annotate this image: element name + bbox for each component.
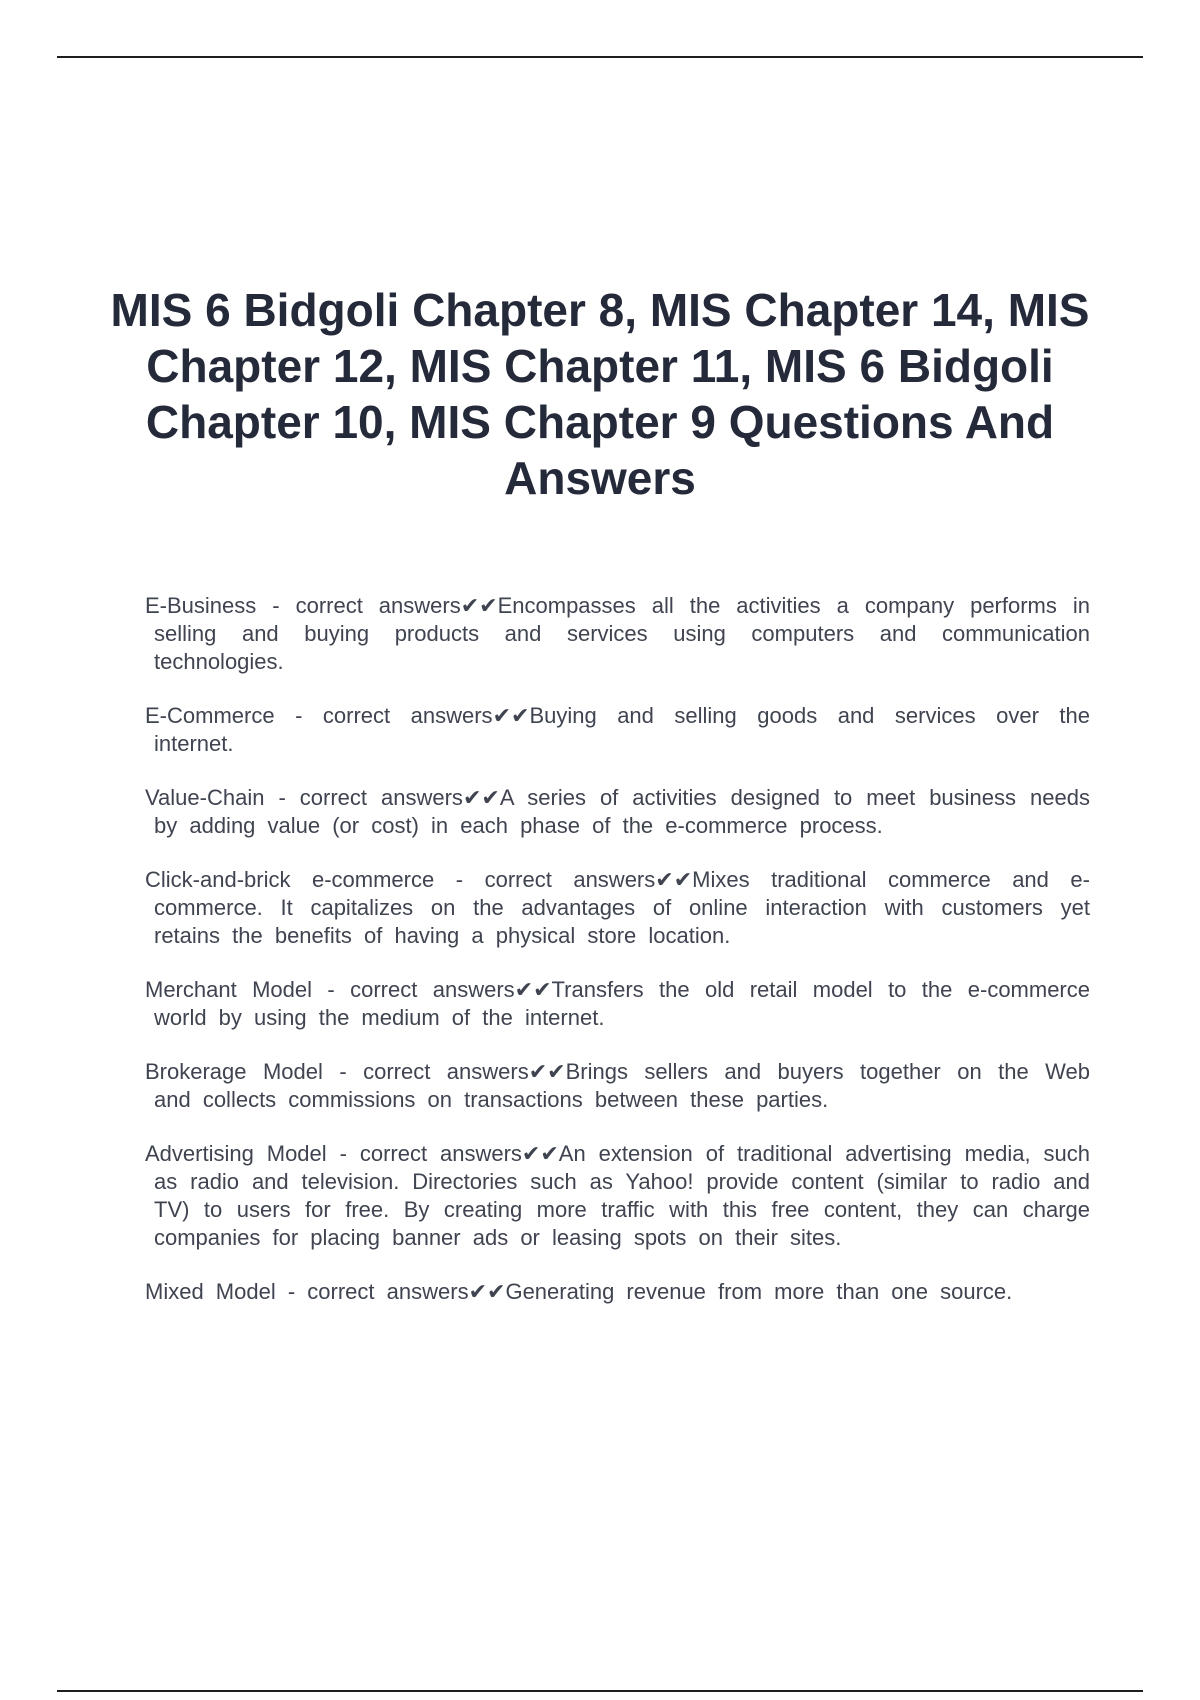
qa-entry — [145, 702, 1090, 758]
qa-entry — [145, 784, 1090, 840]
bottom-rule — [57, 1690, 1143, 1692]
qa-answer: Buying and selling goods and services over the internet. — [154, 703, 1090, 756]
top-rule — [57, 56, 1143, 58]
qa-answer-label: correct answers — [363, 1059, 529, 1084]
qa-entry — [145, 866, 1090, 950]
qa-separator: - — [339, 1141, 347, 1166]
qa-term: E-Business — [145, 593, 257, 618]
qa-entry — [145, 976, 1090, 1032]
double-check-icon: ✔✔ — [492, 703, 530, 728]
double-check-icon: ✔✔ — [514, 977, 552, 1002]
double-check-icon: ✔✔ — [468, 1279, 506, 1304]
double-check-icon: ✔✔ — [528, 1059, 566, 1084]
qa-answer-label: correct answers — [359, 1141, 522, 1166]
qa-separator: - — [272, 593, 280, 618]
qa-list — [145, 592, 1090, 1332]
qa-answer: Brings sellers and buyers together on the Web and collects commissions on transactions between these parties. — [154, 1059, 1090, 1112]
qa-answer-label: correct answers — [307, 1279, 469, 1304]
qa-answer: Mixes traditional commerce and e-commerce. It capitalizes on the advantages of online interaction with customers yet retains the benefits of having a physical store location. — [154, 867, 1090, 948]
double-check-icon: ✔✔ — [460, 593, 498, 618]
qa-answer-label: correct answers — [295, 593, 461, 618]
qa-answer: A series of activities designed to meet business needs by adding value (or cost) in each phase of the e-commerce process. — [154, 785, 1090, 838]
qa-term: E-Commerce — [145, 703, 275, 728]
double-check-icon: ✔✔ — [521, 1141, 559, 1166]
qa-term: Click-and-brick e-commerce — [145, 867, 435, 892]
qa-term: Value-Chain — [145, 785, 265, 810]
qa-separator: - — [327, 977, 335, 1002]
qa-separator: - — [278, 785, 286, 810]
qa-separator: - — [339, 1059, 347, 1084]
qa-answer: Transfers the old retail model to the e-commerce world by using the medium of the internet. — [154, 977, 1090, 1030]
qa-separator: - — [455, 867, 464, 892]
qa-answer: Generating revenue from more than one source. — [505, 1279, 1013, 1304]
qa-answer-label: correct answers — [484, 867, 656, 892]
qa-answer: An extension of traditional advertising media, such as radio and television. Directories such as Yahoo! provide content (similar to radio and TV) to users for free. By creating more traffic with this free content, they can charge companies for placing banner ads or leasing spots on their sites. — [154, 1141, 1090, 1250]
qa-entry — [145, 1140, 1090, 1252]
qa-separator: - — [287, 1279, 296, 1304]
double-check-icon: ✔✔ — [655, 867, 693, 892]
qa-answer-label: correct answers — [322, 703, 493, 728]
double-check-icon: ✔✔ — [462, 785, 500, 810]
qa-term: Merchant Model — [145, 977, 313, 1002]
qa-entry — [145, 592, 1090, 676]
qa-answer: Encompasses all the activities a company performs in selling and buying products and services using computers and communication technologies. — [154, 593, 1090, 674]
qa-term: Mixed Model — [145, 1279, 276, 1304]
document-title: MIS 6 Bidgoli Chapter 8, MIS Chapter 14, MIS Chapter 12, MIS Chapter 11, MIS 6 Bidgoli Chapter 10, MIS Chapter 9 Questions And Answers — [110, 284, 1090, 504]
qa-answer-label: correct answers — [350, 977, 515, 1002]
qa-term: Advertising Model — [145, 1141, 327, 1166]
qa-entry — [145, 1278, 1090, 1306]
qa-term: Brokerage Model — [145, 1059, 323, 1084]
qa-answer-label: correct answers — [299, 785, 463, 810]
qa-entry — [145, 1058, 1090, 1114]
qa-separator: - — [295, 703, 303, 728]
